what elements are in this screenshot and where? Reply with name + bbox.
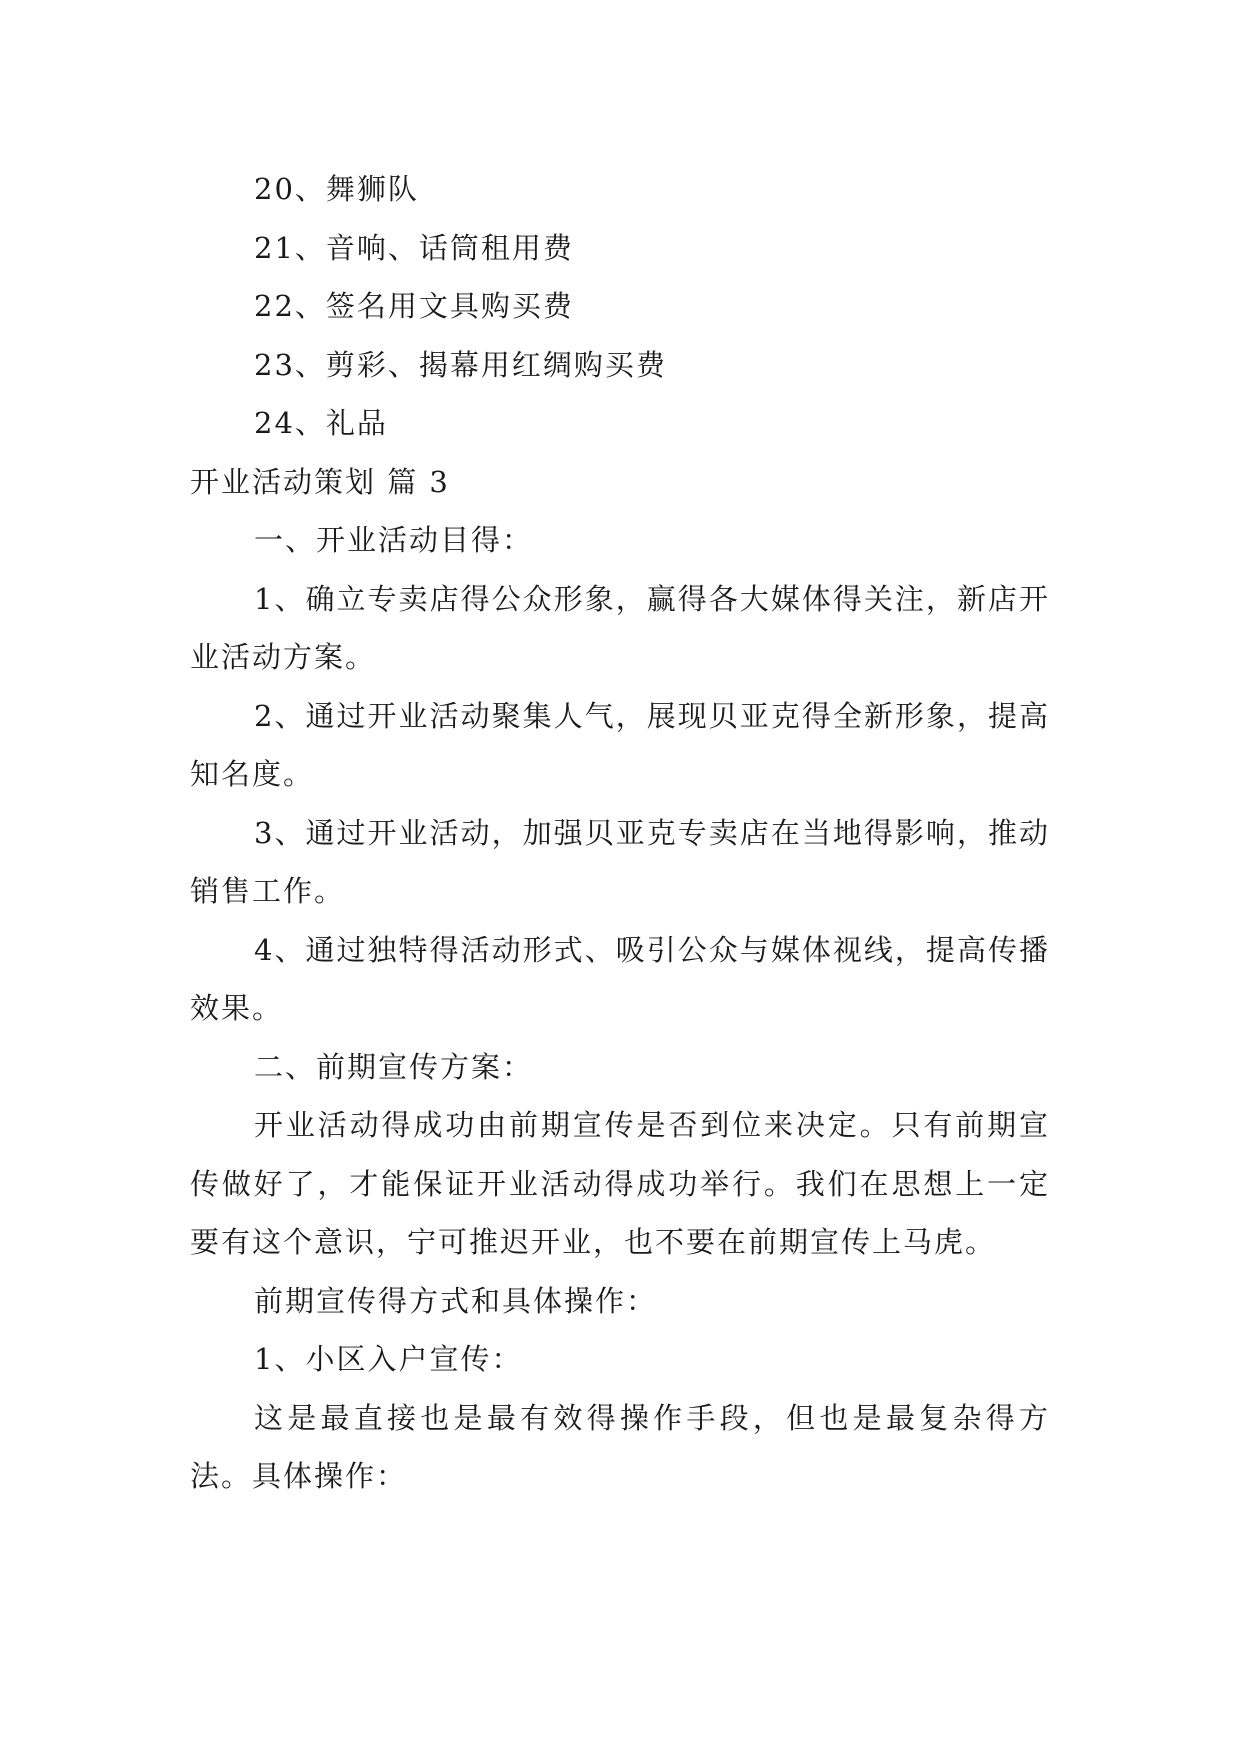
list-item: 21、音响、话筒租用费 — [254, 230, 574, 265]
list-item: 20、舞狮队 — [254, 172, 419, 206]
list-item: 24、礼品 — [254, 406, 388, 440]
goal-paragraph: 2、通过开业活动聚集人气，展现贝亚克得全新形象，提高知名度。 — [190, 698, 1050, 791]
method1-paragraph: 这是最直接也是最有效得操作手段，但也是最复杂得方法。具体操作： — [190, 1400, 1050, 1493]
goal-paragraph: 4、通过独特得活动形式、吸引公众与媒体视线，提高传播效果。 — [190, 932, 1050, 1025]
promo-heading: 二、前期宣传方案： — [254, 1049, 534, 1084]
methods-heading: 前期宣传得方式和具体操作： — [254, 1283, 658, 1318]
list-item: 23、剪彩、揭幕用红绸购买费 — [254, 347, 667, 382]
list-item: 22、签名用文具购买费 — [254, 289, 574, 323]
goal-paragraph: 3、通过开业活动，加强贝亚克专卖店在当地得影响，推动销售工作。 — [190, 815, 1050, 908]
promo-paragraph: 开业活动得成功由前期宣传是否到位来决定。只有前期宣传做好了，才能保证开业活动得成功举行。我们在思想上一定要有这个意识，宁可推迟开业，也不要在前期宣传上马虎。 — [190, 1108, 1050, 1259]
document-page — [190, 160, 1050, 1506]
section-title: 开业活动策划 篇 3 — [190, 464, 450, 499]
goals-heading: 一、开业活动目得： — [254, 523, 534, 557]
goal-paragraph: 1、确立专卖店得公众形象，赢得各大媒体得关注，新店开业活动方案。 — [190, 581, 1050, 674]
method1-heading: 1、小区入户宣传： — [254, 1342, 523, 1376]
